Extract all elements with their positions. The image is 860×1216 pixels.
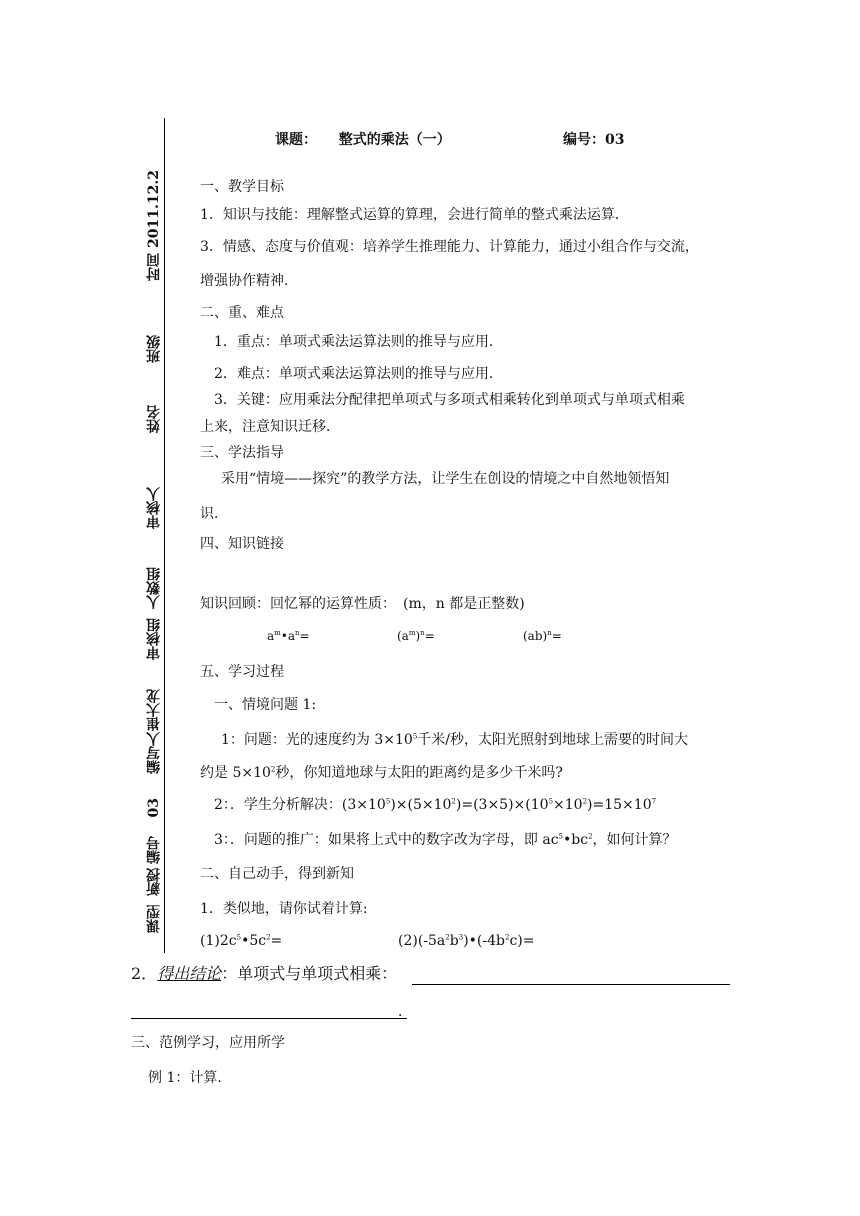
method-text-cont: 识． — [200, 506, 228, 522]
problem-text: 1：问题：光的速度约为 $3\times 10^5$千米/秒，太阳光照射到地球上需要的时间大 — [221, 732, 688, 748]
sidebar-group-label: 人数组 — [146, 567, 162, 609]
section-heading: 五、学习过程 — [200, 664, 284, 680]
sidebar-review-group-label: 审核组 — [146, 618, 162, 660]
conclusion-label: 得出结论 — [157, 964, 222, 983]
sidebar-date: 2011.12.2 — [146, 170, 162, 248]
objective-item: 1．知识与技能：理解整式运算的算理，会进行简单的整式乘法运算． — [200, 207, 629, 223]
number-label: 编号： — [563, 132, 605, 148]
sidebar-type-label: 课型 — [146, 905, 162, 933]
sidebar-name-label: 姓名 — [146, 405, 162, 433]
answer-line-end: ． — [398, 1004, 412, 1020]
sidebar-reviewer-label: 审核人 — [146, 487, 162, 529]
page-title: 整式的乘法（一） — [338, 132, 451, 148]
exercise-prompt: 1．类似地，请你试着计算: — [200, 901, 368, 917]
exercise-item: $(1)2c^5•5c^2=$ — [200, 933, 283, 949]
number-value: 03 — [605, 132, 625, 148]
sidebar-code-label: 编号 — [146, 836, 162, 864]
keypoint-item: 1．重点：单项式乘法运算法则的推导与应用． — [214, 334, 503, 350]
formula: (ab)$^n$= — [523, 629, 562, 643]
section-heading: 四、知识链接 — [200, 536, 284, 552]
sidebar-type-value: 新授 — [146, 868, 162, 896]
exercise-item: $(2)(-5a^2b^3)•(-4b^2c)=$ — [398, 933, 535, 949]
problem-text-cont: 约是 $5\times 10^2$秒，你知道地球与太阳的距离约是多少千米吗? — [200, 765, 563, 781]
sidebar-author-label: 编写人 — [146, 732, 162, 774]
keypoint-item: 3．关键：应用乘法分配律把单项式与多项式相乘转化到单项式与单项式相乘 — [214, 392, 685, 408]
review-text: 知识回顾：回忆幂的运算性质： (m，n 都是正整数) — [200, 596, 525, 612]
doc-number — [563, 133, 624, 147]
analysis-text: 2：．学生分析解决：$(3\times 10^5)\times(5\times 10^2)=(3\times 5)\times(10^5\times 10^2)=15\times 10^7$ — [214, 797, 657, 813]
keypoint-item: 2．难点：单项式乘法运算法则的推导与应用． — [214, 366, 503, 382]
generalization-text: 3：．问题的推广：如果将上式中的数字改为字母，即 $ac^5•bc^2$，如何计算？ — [214, 832, 677, 848]
sidebar-rule — [164, 118, 165, 953]
conclusion: 2．得出结论：单项式与单项式相乘： — [131, 964, 398, 983]
method-text: 采用“情境——探究”的教学方法，让学生在创设的情境之中自然地领悟知 — [221, 471, 670, 487]
title-label: 课题： — [275, 132, 317, 148]
formula: $(a^m)^n=$ — [397, 629, 435, 643]
sidebar-time-label: 时间 — [146, 253, 162, 281]
sidebar-code: 03 — [146, 798, 162, 818]
section-heading: 三、范例学习，应用所学 — [131, 1035, 285, 1051]
subsection-heading: 二、自己动手，得到新知 — [200, 866, 354, 882]
header — [275, 133, 451, 147]
formula: $a^m•a^n=$ — [267, 629, 310, 643]
objective-item: 3．情感、态度与价值观：培养学生推理能力、计算能力，通过小组合作与交流， — [200, 239, 699, 255]
example-label: 例 1：计算. — [148, 1070, 222, 1086]
section-heading: 二、重、难点 — [200, 305, 284, 321]
subsection-heading: 一、情境问题 1: — [214, 697, 317, 713]
answer-line — [131, 1018, 407, 1019]
answer-line — [412, 984, 730, 985]
sidebar-class-label: 班级 — [146, 335, 162, 363]
section-heading: 三、学法指导 — [200, 445, 284, 461]
sidebar-author: 崔大龙 — [146, 689, 162, 731]
objective-item-cont: 增强协作精神． — [200, 273, 298, 289]
section-heading: 一、教学目标 — [200, 179, 284, 195]
keypoint-item-cont: 上来，注意知识迁移． — [200, 419, 340, 435]
